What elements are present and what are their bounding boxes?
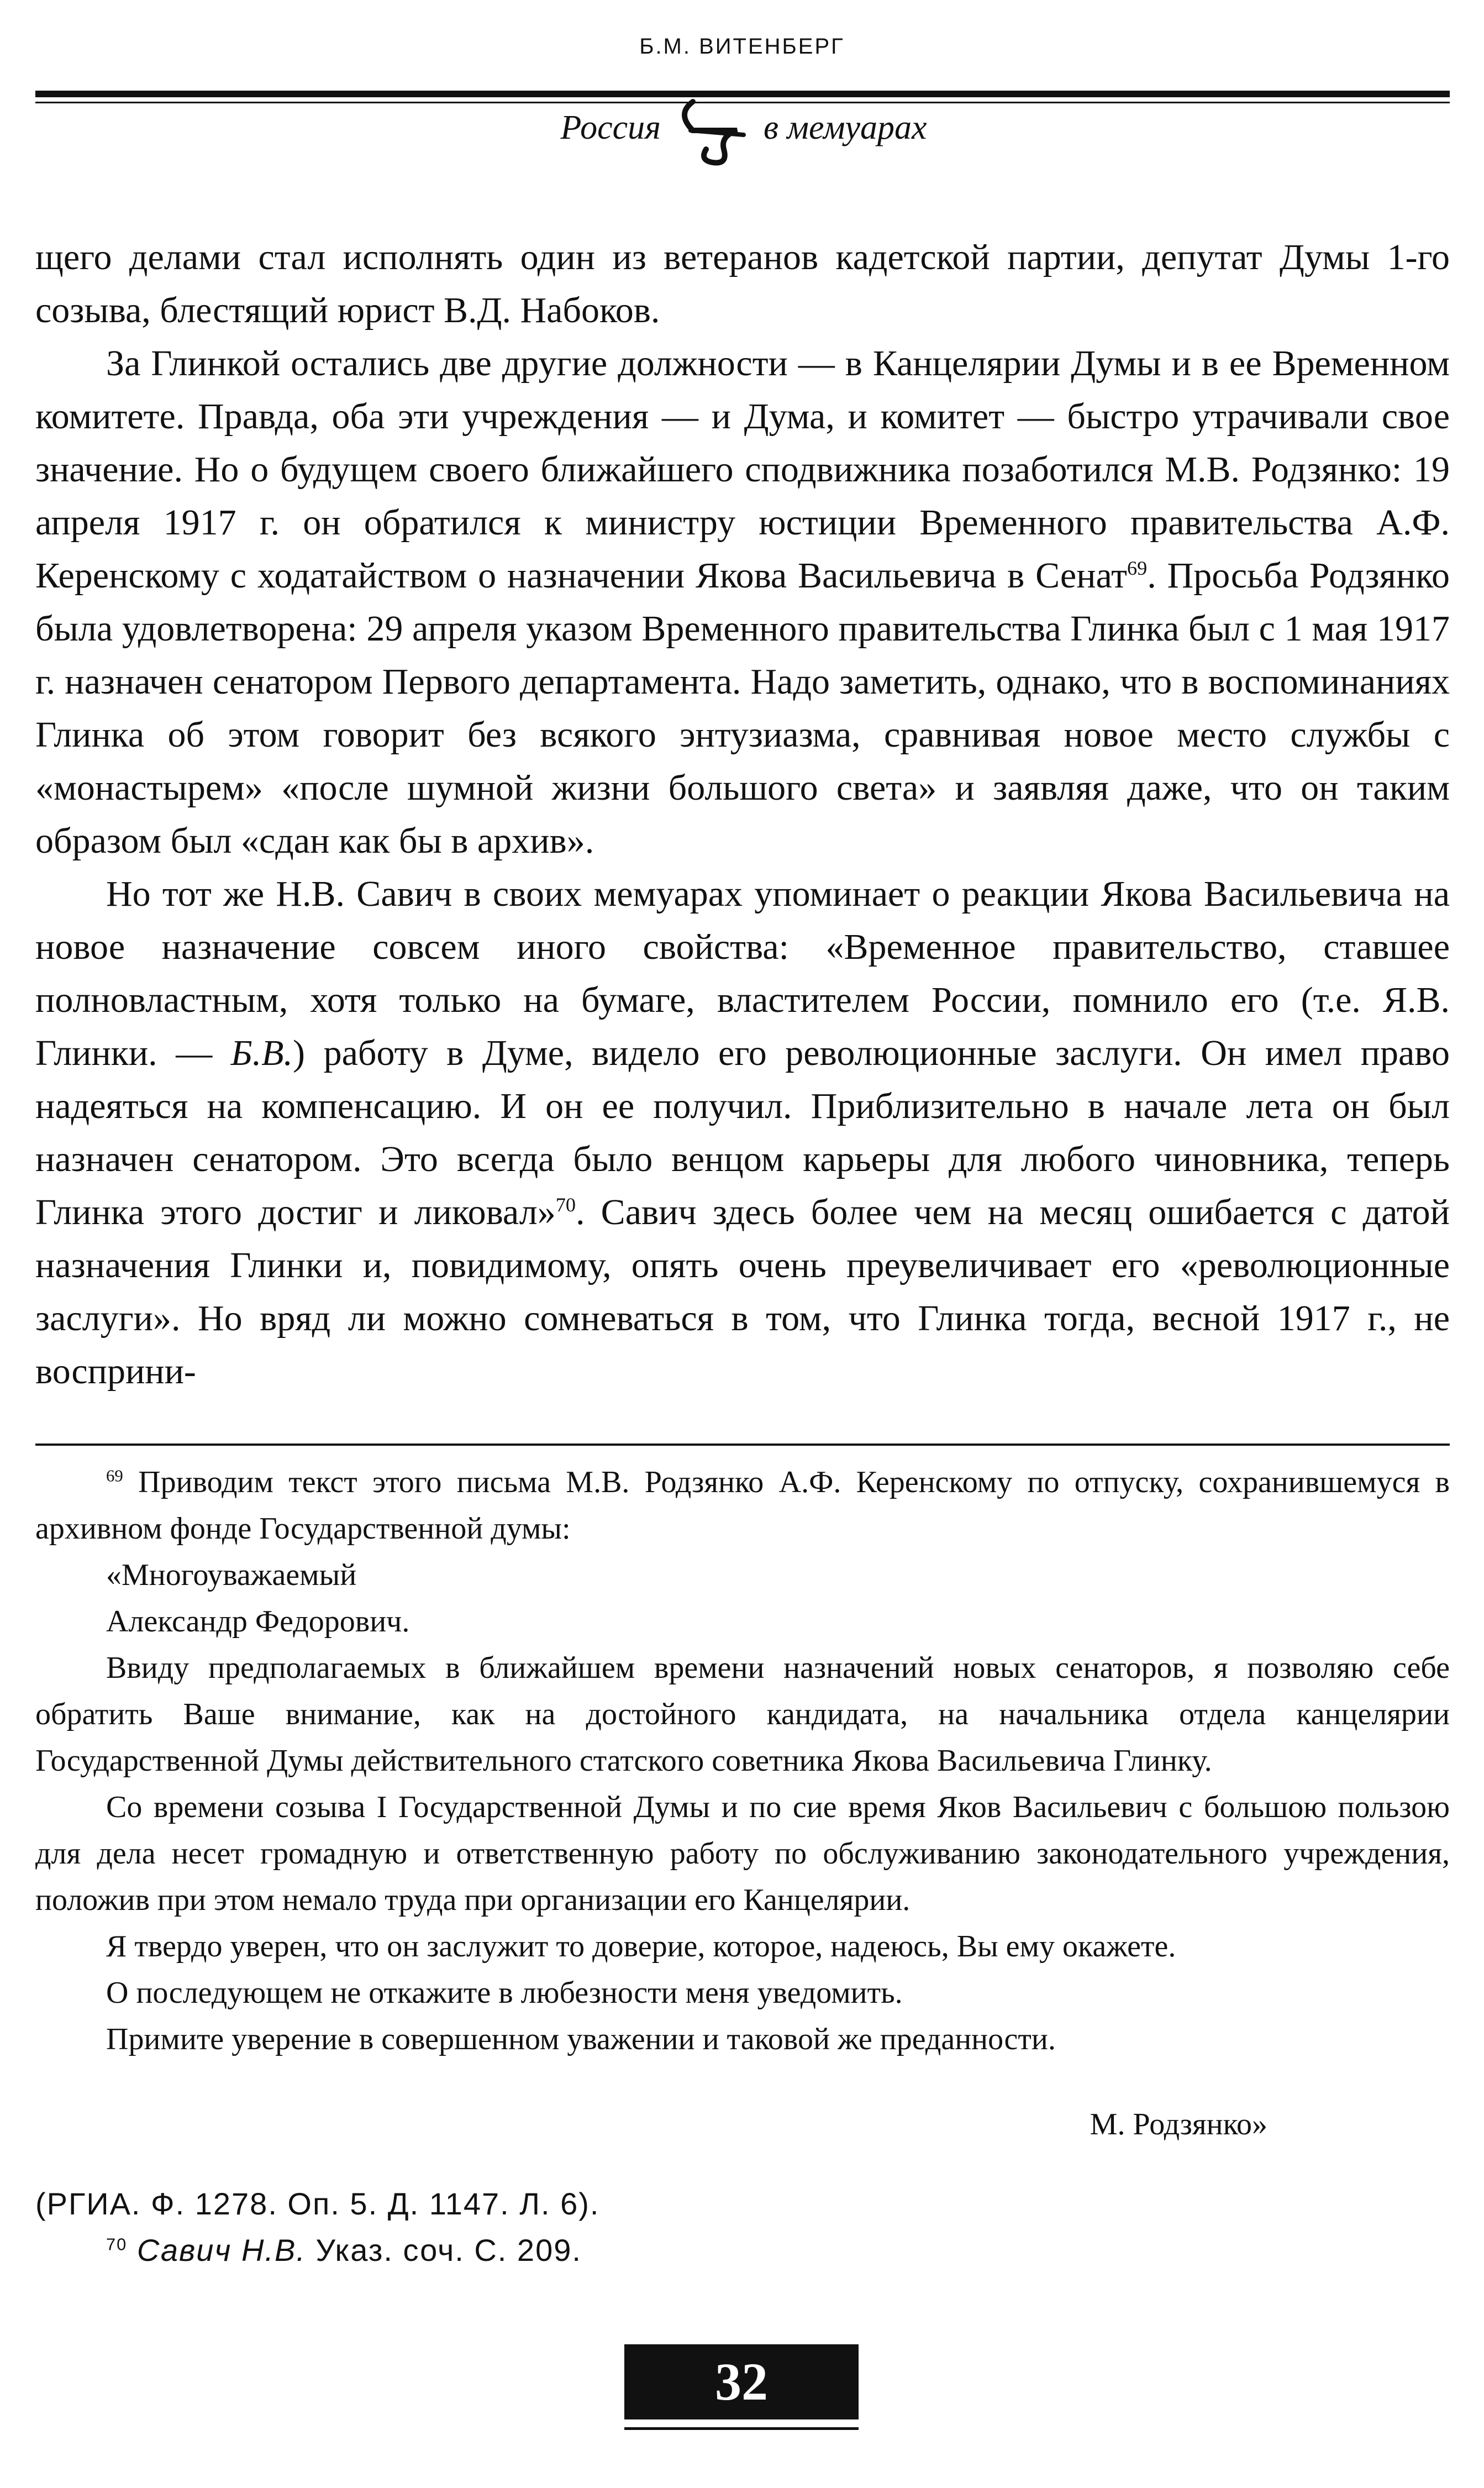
footnote-mark-70: 70 <box>106 2234 128 2254</box>
letter-paragraph: Ввиду предполагаемых в ближайшем времени назначений новых сенаторов, я позволяю себе обратить Ваше внимание, как на достойного кандидата, на начальника отдела канцелярии Государственной Думы действительного статского советника Якова Васильевича Глинку. <box>35 1651 1450 1778</box>
letter-salutation-2: Александр Федорович. <box>106 1604 410 1639</box>
series-logo-icon <box>671 92 761 169</box>
footnote-ref-70[interactable]: 70 <box>555 1194 576 1216</box>
archive-source: (РГИА. Ф. 1278. Оп. 5. Д. 1147. Л. 6). <box>35 2186 600 2221</box>
letter-paragraph: О последующем не откажите в любезности меня уведомить. <box>106 1976 903 2010</box>
footnote-mark-69: 69 <box>106 1466 123 1486</box>
paragraph-savich-memoirs <box>35 868 1450 1398</box>
text-run: . Савич здесь более чем на месяц ошибается с датой назначения Глинки и, повидимому, опять очень преувеличивает его «революционные заслуги». Но вряд ли можно сомневаться в том, что Глинка тогда, весной 1917 г., не восприни- <box>35 1192 1450 1392</box>
text-run: ) работу в Думе, видело его революционные заслуги. Он имел право надеяться на компенсацию. И он ее получил. Приблизительно в начале лета он был назначен сенатором. Это всегда было венцом карьеры для любого чиновника, теперь Глинка этого достиг и ликовал» <box>35 1033 1450 1232</box>
page-number-rule <box>624 2427 859 2430</box>
footnotes <box>35 1459 1450 2274</box>
footnote-69 <box>35 1459 1450 1552</box>
paragraph-continuation: щего делами стал исполнять один из ветеранов кадетской партии, депутат Думы 1-го созыва, блестящий юрист В.Д. Набоков. <box>35 237 1450 330</box>
series-title-left: Россия <box>560 109 661 146</box>
text-run: . Просьба Родзянко была удовлетворена: 29 апреля указом Временного правительства Глинка был с 1 мая 1917 г. назначен сенатором Первого департамента. Надо заметить, однако, что в воспоминаниях Глинка об этом говорит без всякого энтузиазма, сравнивая новое место службы с «монастырем» «после шумной жизни большого света» и заявляя даже, что он таким образом был «сдан как бы в архив». <box>35 555 1450 861</box>
letter-paragraph: Со времени созыва I Государственной Думы и по сие время Яков Васильевич с большою пользою для дела несет громадную и ответственную работу по обслуживанию законодательного учреждения, положив при этом немало труда при организации его Канцелярии. <box>35 1790 1450 1917</box>
text-run: Но тот же Н.В. Савич в своих мемуарах упоминает о реакции Якова Васильевича на новое назначение совсем иного свойства: «Временное правительство, ставшее полновластным, хотя только на бумаге, властителем России, помнило его (т.е. Я.В. Глинки. — <box>35 874 1450 1073</box>
running-head-author: Б.М. ВИТЕНБЕРГ <box>639 34 845 59</box>
paragraph-glinka-positions <box>35 337 1450 868</box>
letter-paragraph: Примите уверение в совершенном уважении и таковой же преданности. <box>106 2022 1056 2056</box>
editor-initials: Б.В. <box>230 1033 293 1073</box>
letter-paragraph: Я твердо уверен, что он заслужит то доверие, которое, надеюсь, Вы ему окажете. <box>106 1929 1176 1964</box>
footnote-70-author: Савич Н.В. <box>136 2233 306 2267</box>
footnote-69-text: Приводим текст этого письма М.В. Родзянко А.Ф. Керенскому по отпуску, сохранившемуся в архивном фонде Государственной думы: <box>35 1465 1450 1546</box>
text-run: За Глинкой остались две другие должности — в Канцелярии Думы и в ее Временном комитете. Правда, оба эти учреждения — и Дума, и комитет — быстро утрачивали свое значение. Но о будущем своего ближайшего сподвижника позаботился М.В. Родзянко: 19 апреля 1917 г. он обратился к министру юстиции Временного правительства А.Ф. Керенскому с ходатайством о назначении Якова Васильевича в Сенат <box>35 343 1450 596</box>
letter-salutation-1: «Многоуважаемый <box>106 1558 357 1592</box>
footnote-70 <box>35 2227 1450 2274</box>
page-number: 32 <box>624 2344 859 2419</box>
footnote-ref-69[interactable]: 69 <box>1127 557 1148 579</box>
footnote-70-text: Указ. соч. С. 209. <box>306 2233 582 2267</box>
footnote-rule <box>35 1444 1450 1446</box>
letter-signature: М. Родзянко» <box>1090 2107 1267 2141</box>
series-title-right: в мемуарах <box>764 109 927 146</box>
main-text <box>35 231 1450 1398</box>
